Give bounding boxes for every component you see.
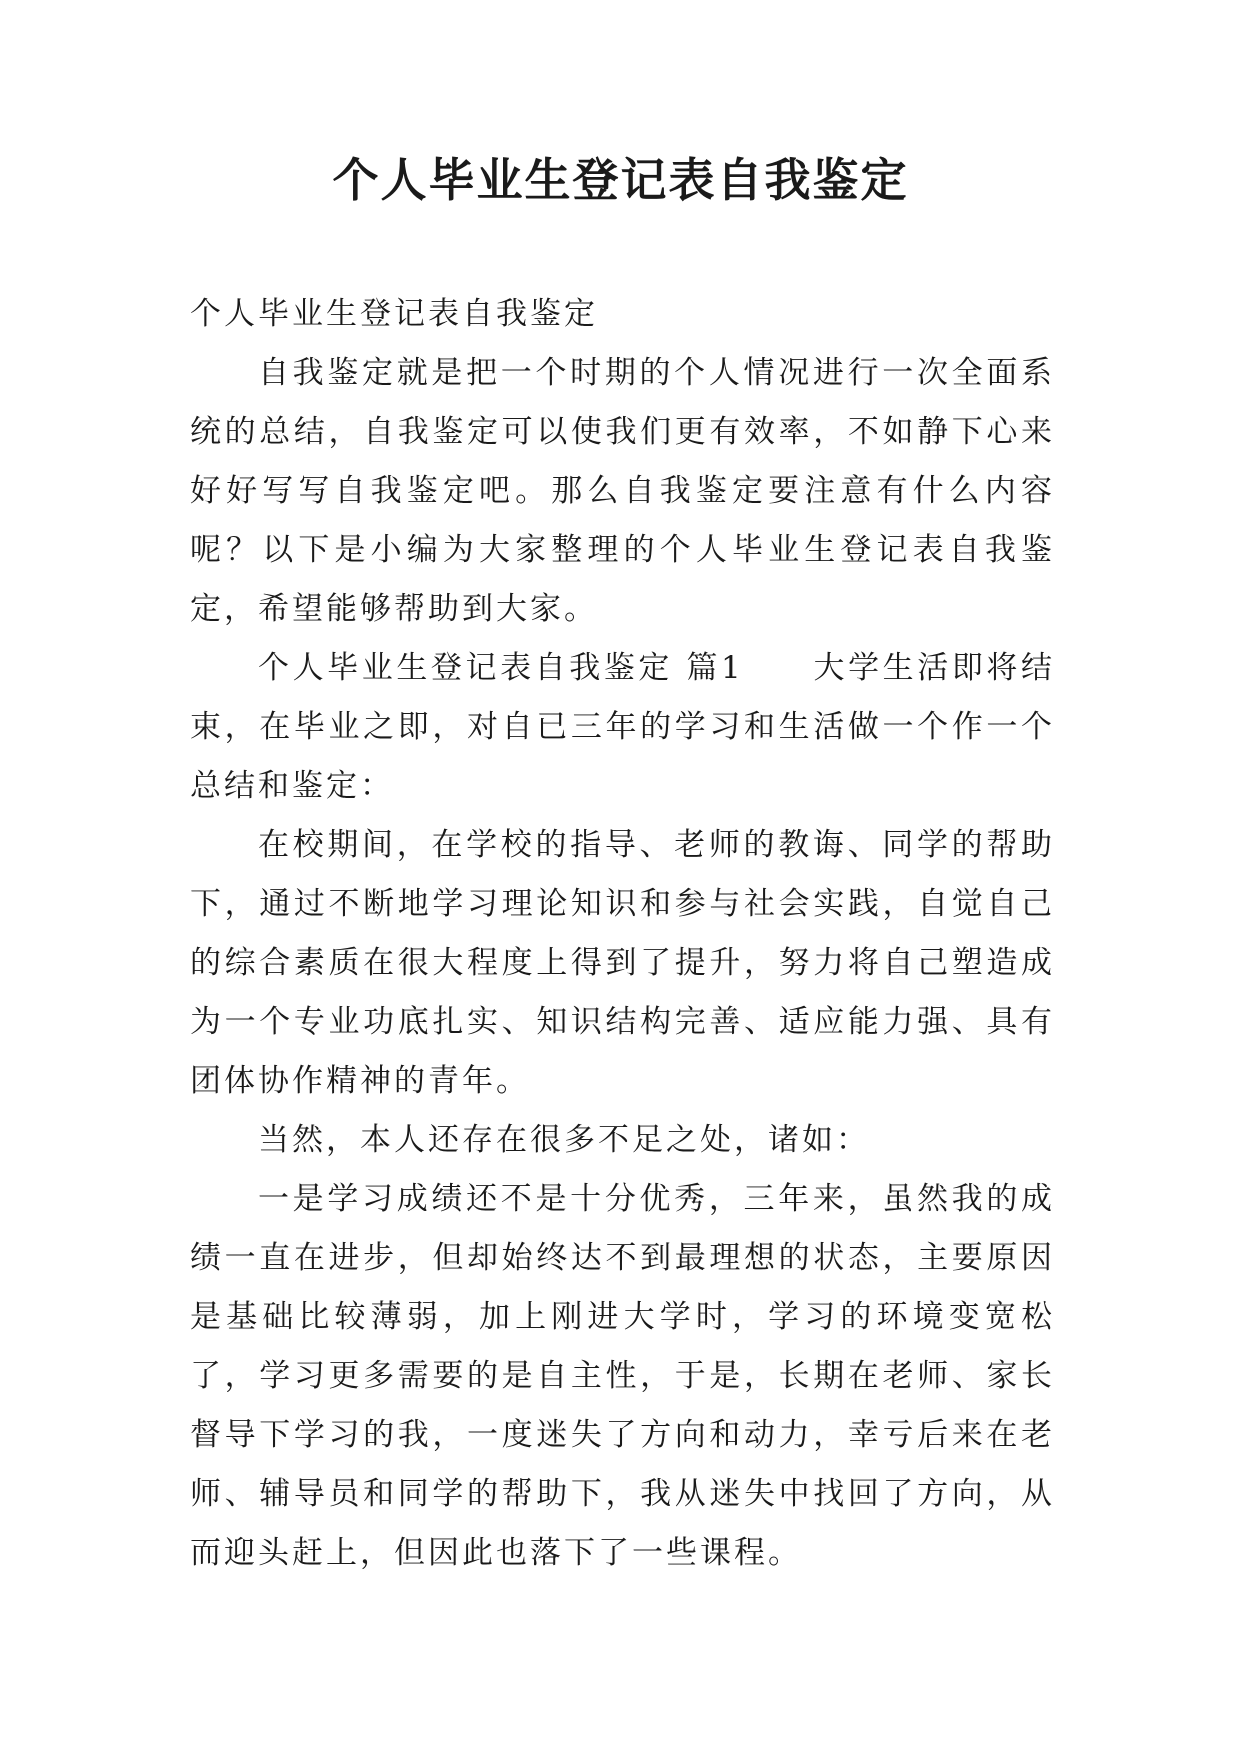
body-paragraph: 在校期间，在学校的指导、老师的教诲、同学的帮助下，通过不断地学习理论知识和参与社会实践，自觉自己的综合素质在很大程度上得到了提升，努力将自己塑造成为一个专业功底扎实、知识结构完善、适应能力强、具有团体协作精神的青年。 [190, 827, 1055, 1099]
section-heading-paragraph: 个人毕业生登记表自我鉴定 篇1 大学生活即将结束，在毕业之即，对自已三年的学习和生活做一个作一个总结和鉴定： [190, 650, 1055, 804]
body-paragraph: 一是学习成绩还不是十分优秀，三年来，虽然我的成绩一直在进步，但却始终达不到最理想的状态，主要原因是基础比较薄弱，加上刚进大学时，学习的环境变宽松了，学习更多需要的是自主性，于是，长期在老师、家长督导下学习的我，一度迷失了方向和动力，幸亏后来在老师、辅导员和同学的帮助下，我从迷失中找回了方向，从而迎头赶上，但因此也落下了一些课程。 [190, 1181, 1055, 1571]
intro-paragraph: 自我鉴定就是把一个时期的个人情况进行一次全面系统的总结，自我鉴定可以使我们更有效率，不如静下心来好好写写自我鉴定吧。那么自我鉴定要注意有什么内容呢？以下是小编为大家整理的个人毕业生登记表自我鉴定，希望能够帮助到大家。 [190, 355, 1055, 627]
subtitle-paragraph: 个人毕业生登记表自我鉴定 [190, 296, 598, 332]
document-body [190, 285, 1055, 1583]
document-title: 个人毕业生登记表自我鉴定 [332, 153, 909, 207]
body-paragraph: 当然，本人还存在很多不足之处，诸如： [258, 1122, 870, 1158]
